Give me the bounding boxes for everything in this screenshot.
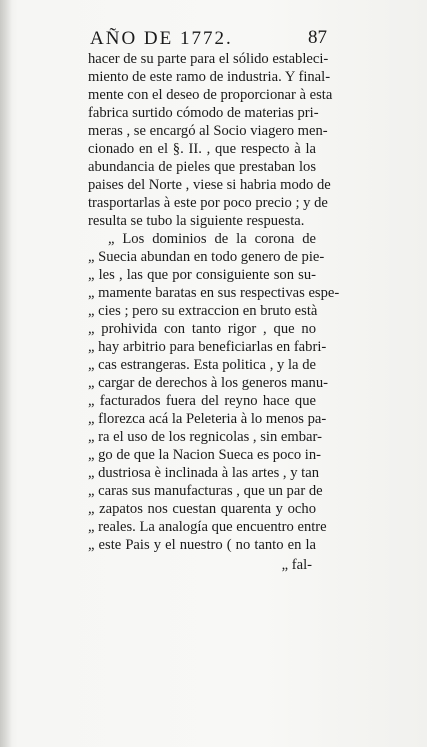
text-line: „ facturados fuera del reyno hace que — [88, 393, 316, 409]
text-line: „ cargar de derechos à los generos manu- — [88, 375, 329, 391]
text-line: „ Los dominios de la corona de — [108, 231, 316, 247]
text-line: paises del Norte , viese si habria modo de — [88, 177, 331, 193]
text-line: „ este Pais y el nuestro ( no tanto en la — [88, 537, 316, 553]
text-line: „ hay arbitrio para beneficiarlas en fabri- — [88, 339, 327, 355]
catchword: „ fal- — [281, 557, 312, 573]
text-line: „ caras sus manufacturas , que un par de — [88, 483, 323, 499]
text-line: „ dustriosa è inclinada à las artes , y tan — [88, 465, 319, 481]
text-line: trasportarlas à este por poco precio ; y de — [88, 195, 328, 211]
text-line: „ ra el uso de los regnicolas , sin embar- — [88, 429, 322, 445]
text-line: cionado en el §. II. , que respecto à la — [88, 141, 316, 157]
text-line: „ cies ; pero su extraccion en bruto està — [88, 303, 318, 319]
text-line: „ prohivida con tanto rigor , que no — [88, 321, 316, 337]
text-line: miento de este ramo de industria. Y final- — [88, 69, 331, 85]
text-line: „ les , las que por consiguiente son su- — [88, 267, 316, 283]
body-text — [88, 50, 340, 574]
text-line: meras , se encargó al Socio viagero men- — [88, 123, 328, 139]
text-line: resulta se tubo la siguiente respuesta. — [88, 213, 305, 229]
text-line: hacer de su parte para el sólido estableci- — [88, 51, 329, 67]
binding-shadow — [0, 0, 12, 747]
text-line: „ cas estrangeras. Esta politica , y la de — [88, 357, 316, 373]
text-line: „ mamente baratas en sus respectivas espe- — [88, 285, 340, 301]
text-line: „ florezca acá la Peleteria à lo menos pa- — [88, 411, 327, 427]
page-number: 87 — [308, 27, 327, 48]
text-line: „ reales. La analogía que encuentro entre — [88, 519, 327, 535]
text-line: abundancia de pieles que prestaban los — [88, 159, 316, 175]
running-title: AÑO DE 1772. — [90, 28, 233, 49]
text-line: „ zapatos nos cuestan quarenta y ocho — [88, 501, 316, 517]
text-line: mente con el deseo de proporcionar à esta — [88, 87, 333, 103]
text-line: „ go de que la Nacion Sueca es poco in- — [88, 447, 322, 463]
running-header — [90, 28, 325, 50]
text-line: fabrica surtido cómodo de materias pri- — [88, 105, 319, 121]
text-line: „ Suecia abundan en todo genero de pie- — [88, 249, 325, 265]
